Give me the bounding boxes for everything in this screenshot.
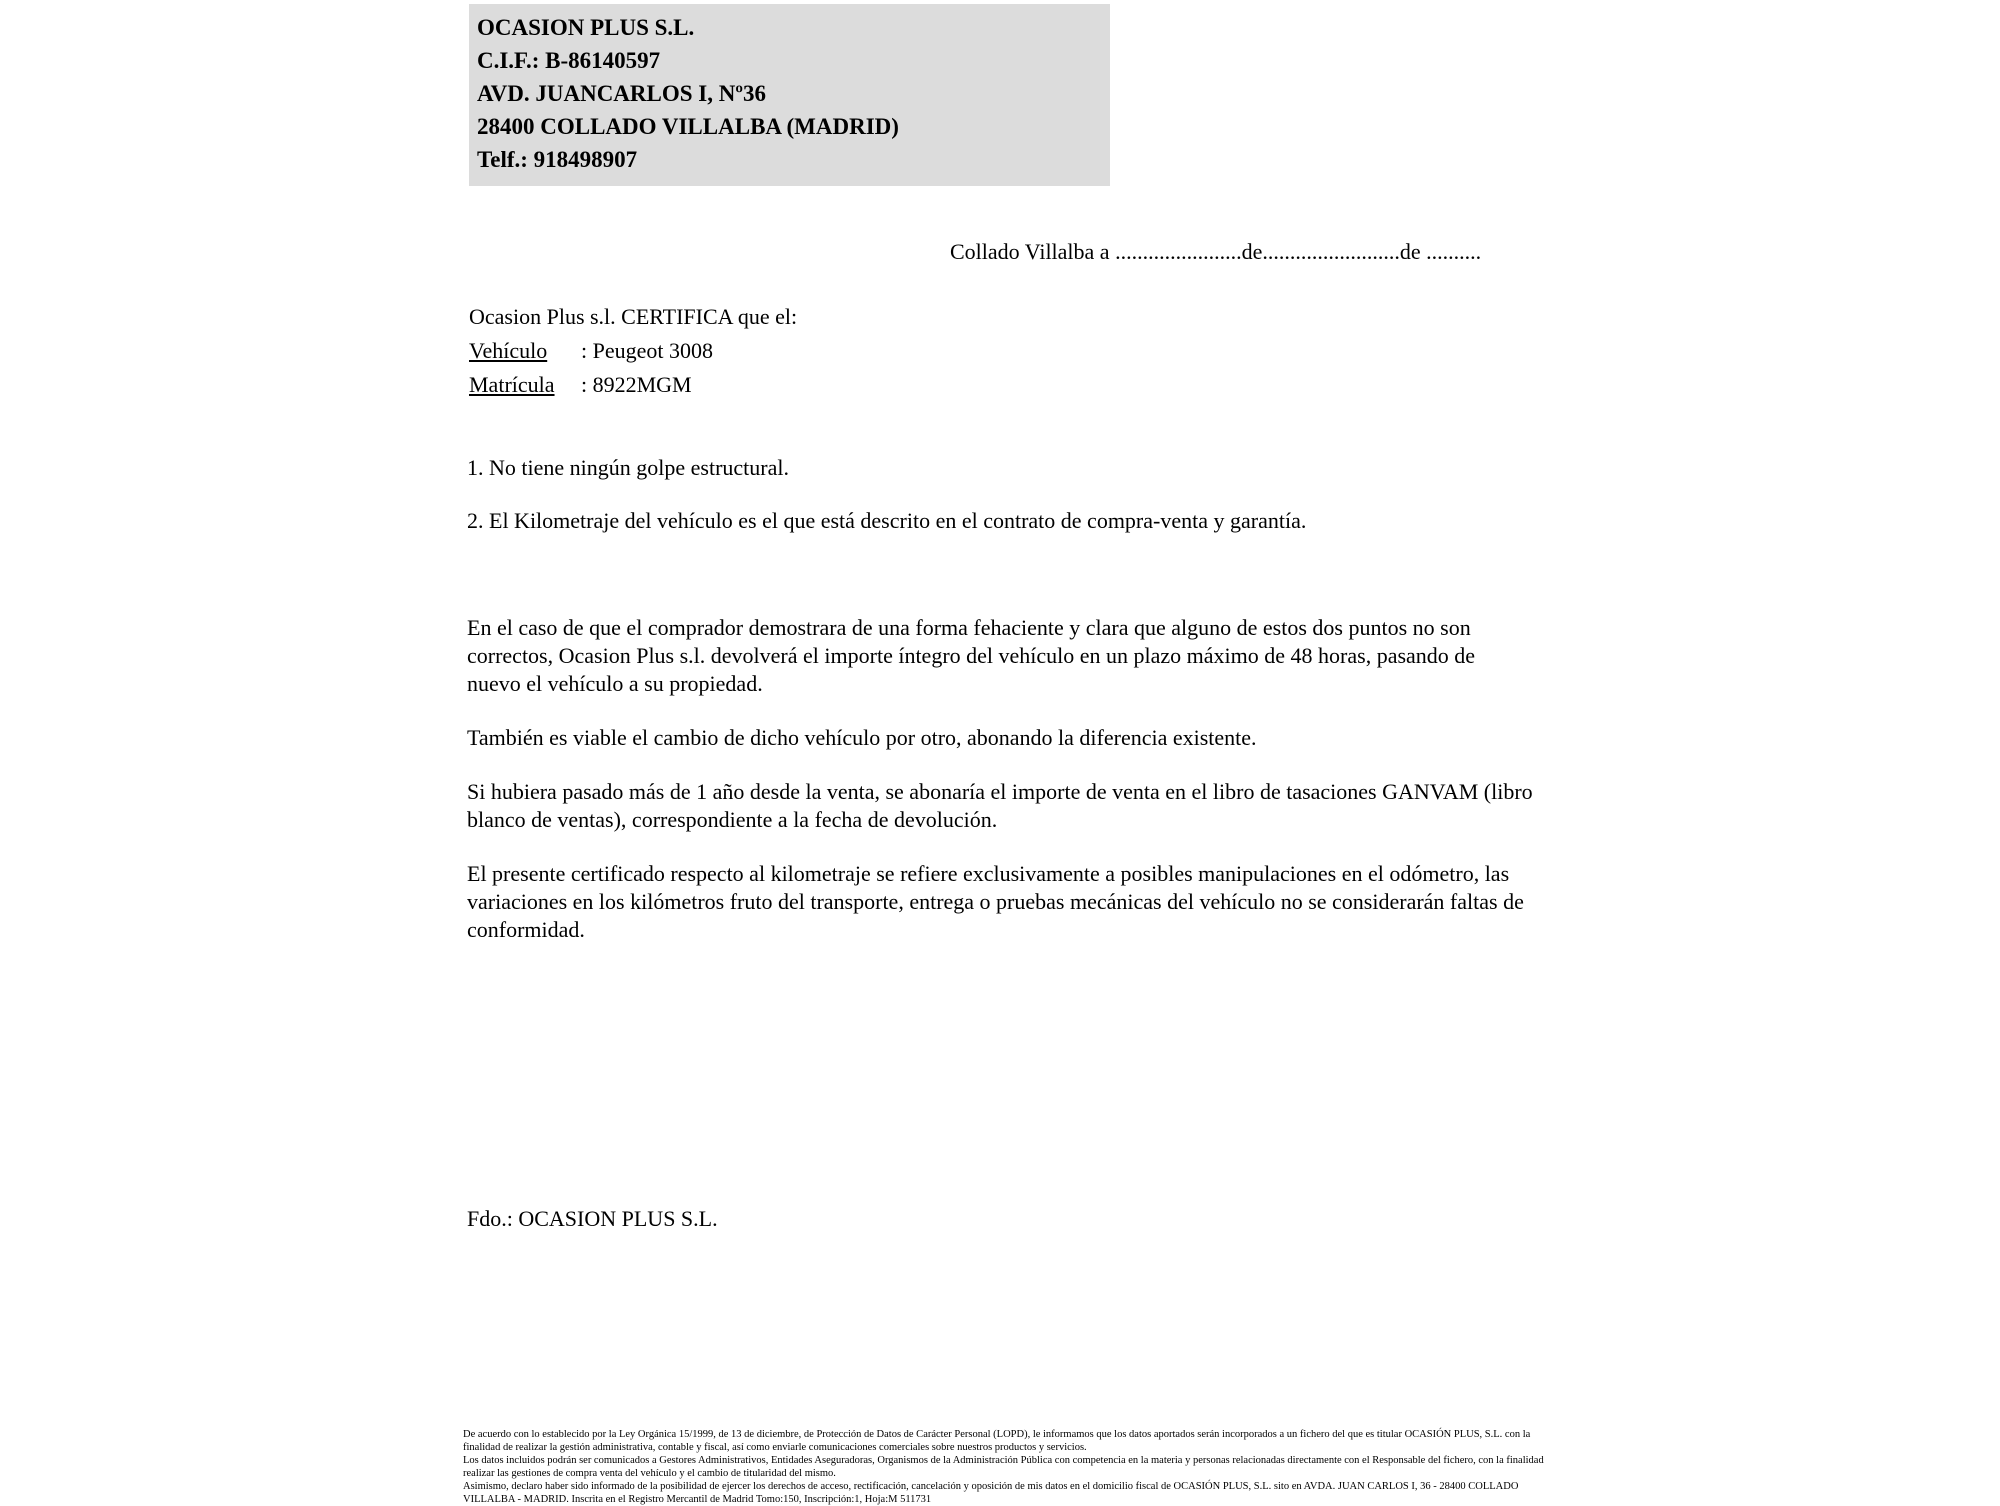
company-city: 28400 COLLADO VILLALBA (MADRID): [477, 114, 899, 139]
vehicle-label: Vehículo: [469, 338, 548, 363]
paragraph-odometer: El presente certificado respecto al kilometraje se refiere exclusivamente a posibles manipulaciones en el odómetro, las variaciones en los kilómetros fruto del transporte, entrega o pruebas mecánicas del vehículo no se considerarán faltas de conformidad.: [467, 861, 1524, 942]
date-line: Collado Villalba a .......................de.........................de ..........: [950, 239, 1482, 264]
vehicle-row: [469, 334, 797, 368]
plate-value: : 8922MGM: [581, 372, 692, 397]
plate-row: [469, 368, 797, 402]
legal-paragraph-lopd: De acuerdo con lo establecido por la Ley Orgánica 15/1999, de 13 de diciembre, de Protección de Datos de Carácter Personal (LOPD), le informamos que los datos aportados serán incorporados a un fichero del que es titular OCASIÓN PLUS, S.L. con la finalidad de realizar la gestión administrativa, contable y fiscal, así como enviarle comunicaciones comerciales sobre nuestros productos y servicios.: [463, 1429, 1531, 1453]
paragraph-ganvam: Si hubiera pasado más de 1 año desde la venta, se abonaría el importe de venta en el libro de tasaciones GANVAM (libro blanco de ventas), correspondiente a la fecha de devolución.: [467, 779, 1533, 832]
company-cif: C.I.F.: B-86140597: [477, 48, 661, 73]
company-phone: Telf.: 918498907: [477, 147, 638, 172]
company-header-box: [469, 4, 1110, 186]
paragraph-exchange: También es viable el cambio de dicho vehículo por otro, abonando la diferencia existente.: [467, 725, 1257, 750]
vehicle-value: : Peugeot 3008: [581, 338, 713, 363]
paragraph-refund: En el caso de que el comprador demostrara de una forma fehaciente y clara que alguno de estos dos puntos no son correctos, Ocasion Plus s.l. devolverá el importe íntegro del vehículo en un plazo máximo de 48 horas, pasando de nuevo el vehículo a su propiedad.: [467, 615, 1476, 696]
signature-line: Fdo.: OCASION PLUS S.L.: [467, 1206, 718, 1231]
body-paragraphs: [467, 614, 1533, 970]
company-name: OCASION PLUS S.L.: [477, 15, 695, 40]
point-1: 1. No tiene ningún golpe estructural.: [467, 455, 789, 480]
certify-block: [469, 300, 797, 402]
plate-label: Matrícula: [469, 372, 555, 397]
company-address: AVD. JUANCARLOS I, Nº36: [477, 81, 766, 106]
legal-paragraph-rights: Asimismo, declaro haber sido informado de la posibilidad de ejercer los derechos de acceso, rectificación, cancelación y oposición de mis datos en el domicilio fiscal de OCASIÓN PLUS, S.L. sito en AVDA. JUAN CARLOS I, 36 - 28400 COLLADO VILLALBA - MADRID. Inscrita en el Registro Mercantil de Madrid Tomo:150, Inscripción:1, Hoja:M 511731: [463, 1481, 1519, 1505]
point-2: 2. El Kilometraje del vehículo es el que está descrito en el contrato de compra-venta y garantía.: [467, 508, 1307, 533]
legal-footer: [463, 1428, 1545, 1506]
legal-paragraph-data-sharing: Los datos incluidos podrán ser comunicados a Gestores Administrativos, Entidades Aseguradoras, Organismos de la Administración Pública con competencia en la materia y personas relacionadas directamente con el Responsable del fichero, con la finalidad realizar las gestiones de compra venta del vehículo y el cambio de titularidad del mismo.: [463, 1455, 1544, 1479]
certify-intro: Ocasion Plus s.l. CERTIFICA que el:: [469, 304, 798, 329]
